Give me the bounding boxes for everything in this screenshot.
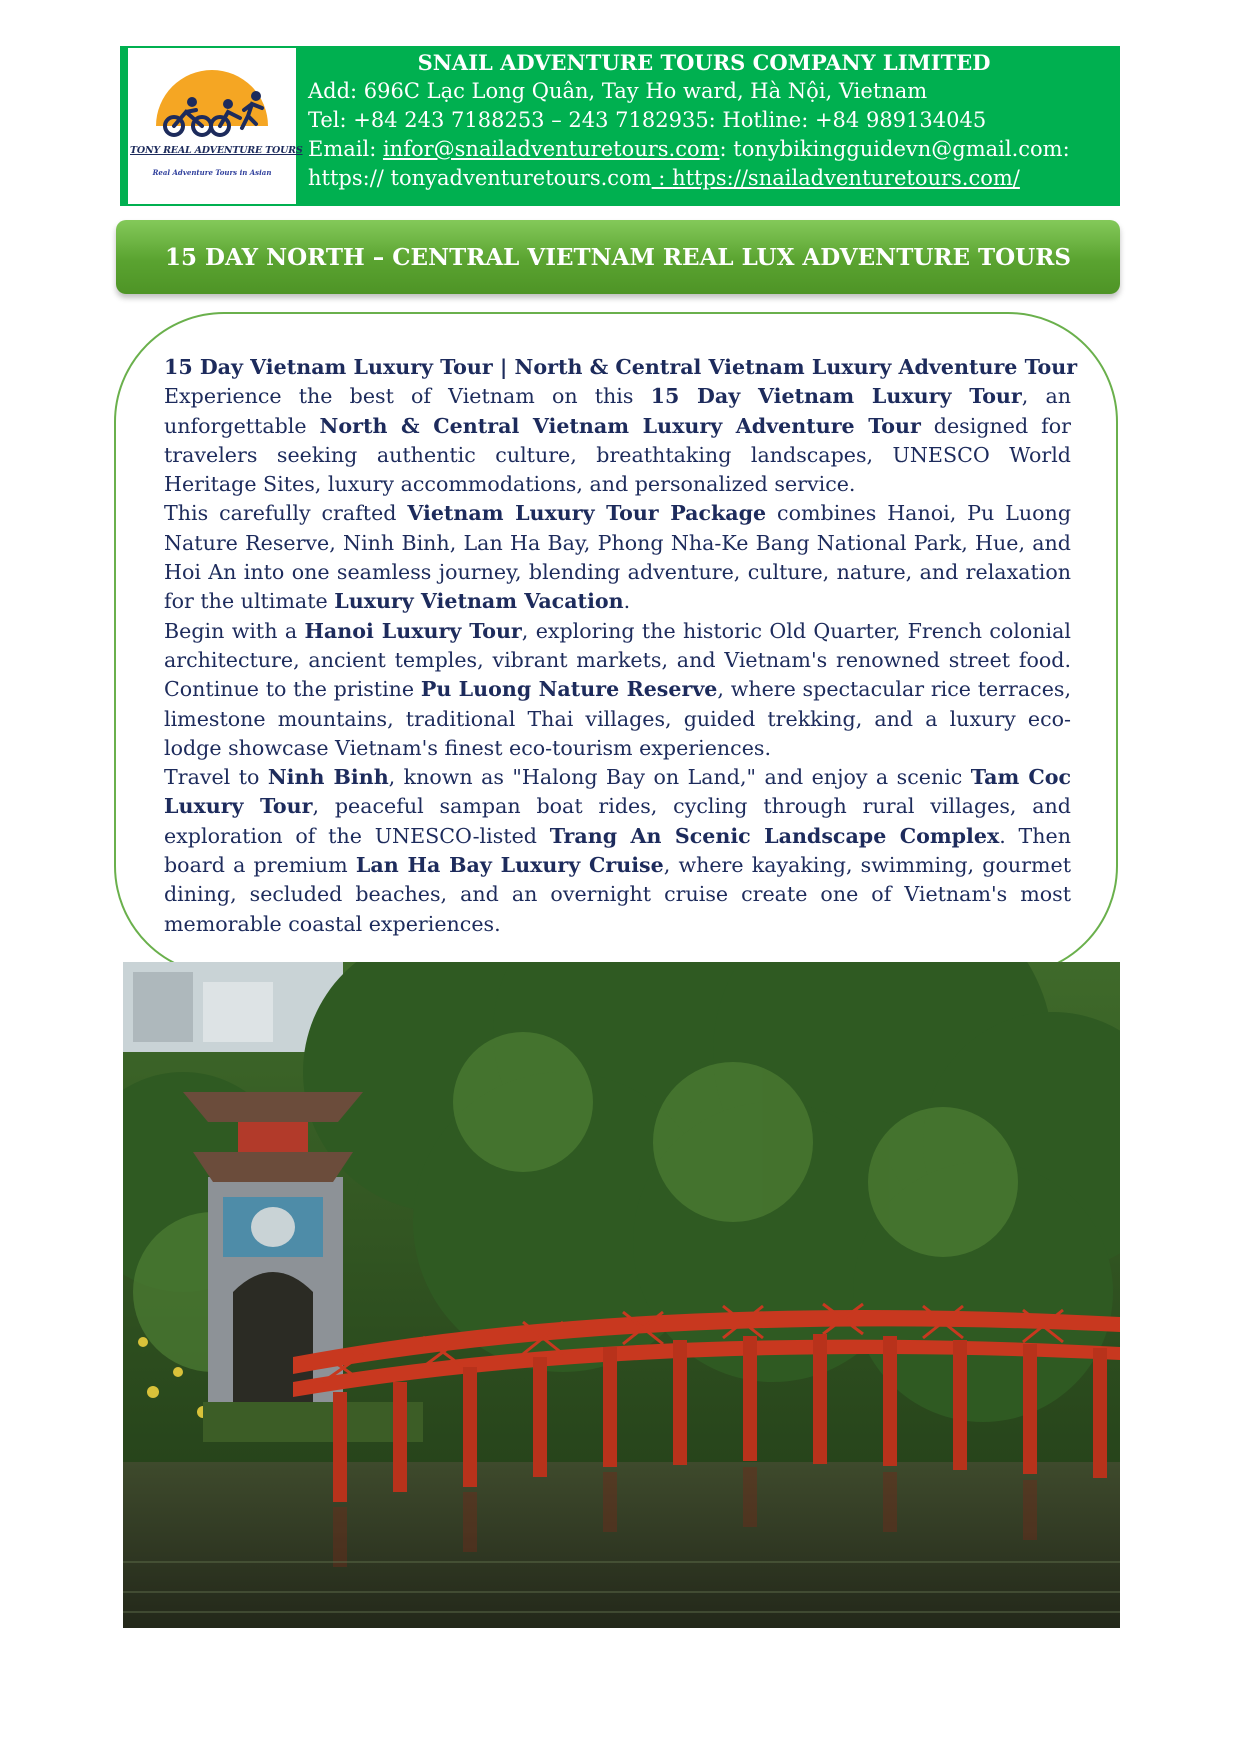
text: Travel to <box>164 765 268 790</box>
website-link-2[interactable]: https://snailadventuretours.com/ <box>672 166 1020 190</box>
text: Begin with a <box>164 618 305 643</box>
logo-tagline: Real Adventure Tours in Asian <box>152 168 272 177</box>
highlight: North & Central Vietnam Luxury Adventure Tour <box>319 413 921 438</box>
highlight: 15 Day Vietnam Luxury Tour <box>650 384 1022 409</box>
text: This carefully crafted <box>164 501 408 526</box>
highlight: Tam Coc Luxury Tour <box>164 765 1071 819</box>
text: , an unforgettable <box>164 384 1071 438</box>
bridge-photo-illustration <box>123 962 1120 1628</box>
company-name: SNAIL ADVENTURE TOURS COMPANY LIMITED <box>417 50 991 75</box>
highlight: Luxury Vietnam Vacation <box>334 589 624 614</box>
text: . Then board a premium <box>164 823 1071 878</box>
text: , peaceful sampan boat rides, cycling through rural villages, and exploration of the UNESCO-listed <box>164 794 1071 848</box>
text: Experience the best of Vietnam on this <box>164 384 651 409</box>
text: , known as "Halong Bay on Land," and enjoy a scenic <box>388 765 971 790</box>
company-header <box>120 46 1120 206</box>
text: combines Hanoi, Pu Luong Nature Reserve, Ninh Binh, Lan Ha Bay, Phong Nha-Ke Bang National Park, Hue, and Hoi An into one seamless journey, blending adventure, culture, nature, and relaxation for the ultimate <box>164 501 1071 614</box>
address-line: Add: 696C Lạc Long Quân, Tay Ho ward, Hà Nội, Vietnam <box>308 79 928 103</box>
description-heading: 15 Day Vietnam Luxury Tour | North & Central Vietnam Luxury Adventure Tour <box>164 355 1078 379</box>
company-logo <box>128 48 303 204</box>
tour-photo <box>123 962 1120 1628</box>
website-separator: : <box>651 166 673 190</box>
tour-description <box>164 353 1078 939</box>
text: . <box>623 589 631 614</box>
email-link[interactable]: infor@snailadventuretours.com <box>382 137 720 161</box>
logo-name: TONY REAL ADVENTURE TOURS <box>130 145 303 156</box>
contact-details <box>296 46 1120 206</box>
email-secondary: : tonybikingguidevn@gmail.com: <box>719 137 1070 161</box>
text: , where kayaking, swimming, gourmet dining, secluded beaches, and an overnight cruise create one of Vietnam's most memorable coastal experiences. <box>164 853 1071 936</box>
paragraph-2 <box>164 499 1071 616</box>
highlight: Vietnam Luxury Tour Package <box>407 501 767 526</box>
website-link-1[interactable]: https:// tonyadventuretours.com <box>308 166 652 190</box>
text: designed for travelers seeking authentic culture, breathtaking landscapes, UNESCO World Heritage Sites, luxury accommodations, and personalized service. <box>164 413 1071 497</box>
phone-line: Tel: +84 243 7188253 – 243 7182935: Hotline: +84 989134045 <box>308 108 987 132</box>
paragraph-4 <box>164 763 1071 939</box>
website-line <box>308 164 1120 193</box>
highlight: Hanoi Luxury Tour <box>304 618 522 643</box>
highlight: Lan Ha Bay Luxury Cruise <box>355 853 664 878</box>
paragraph-3 <box>164 617 1071 763</box>
highlight: Pu Luong Nature Reserve <box>420 677 718 702</box>
text: , where spectacular rice terraces, limestone mountains, traditional Thai villages, guided trekking, and a luxury eco-lodge showcase Vietnam's finest eco-tourism experiences. <box>164 677 1071 760</box>
tour-title-banner: 15 DAY NORTH – CENTRAL VIETNAM REAL LUX ADVENTURE TOURS <box>116 220 1120 294</box>
highlight: Ninh Binh <box>267 765 389 790</box>
highlight: Trang An Scenic Landscape Complex <box>549 823 1000 848</box>
paragraph-1 <box>164 382 1071 499</box>
cyclist-logo-icon <box>152 66 272 146</box>
text: , exploring the historic Old Quarter, French colonial architecture, ancient temples, vibrant markets, and Vietnam's renowned street food. Continue to the pristine <box>164 618 1071 702</box>
email-line <box>308 135 1120 164</box>
email-label: Email: <box>308 137 383 161</box>
